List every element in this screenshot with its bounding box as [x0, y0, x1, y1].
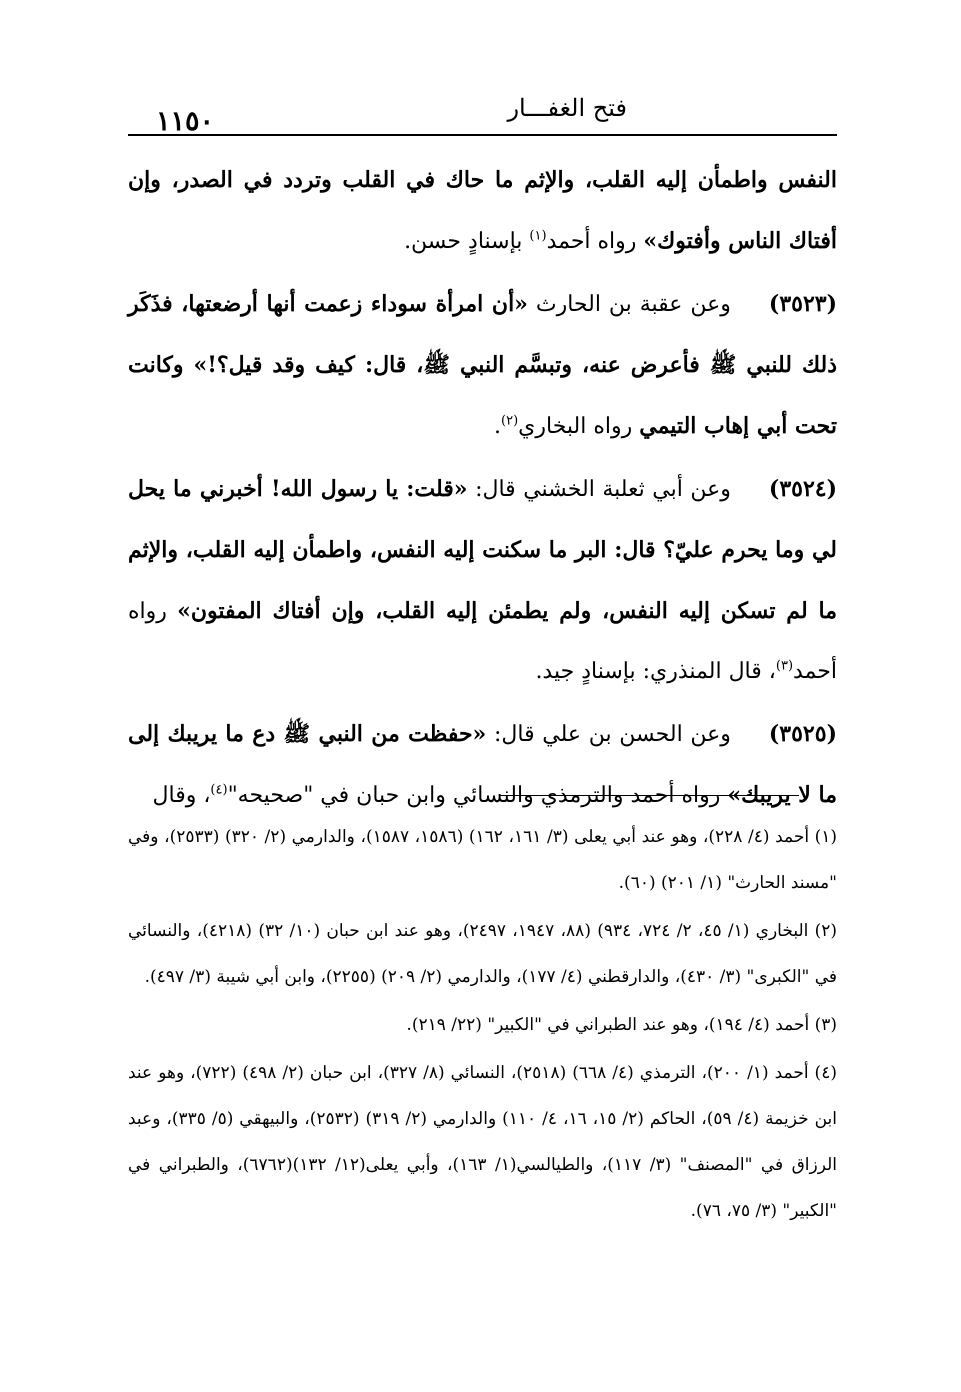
narrator-intro: وعن أبي ثعلبة الخشني قال: [467, 477, 731, 502]
hadith-number: (٣٥٢٣) [768, 291, 837, 317]
quote-text: «أن امرأة سوداء زعمت أنها أرضعتها، فذَكَر ذلك للنبي ﷺ فأعرض عنه، وتبسَّم النبي ﷺ، قال: كيف وقد قيل؟!» وكانت تحت أبي إهاب التيمي [128, 291, 837, 439]
hadith-3525 [128, 704, 837, 826]
footnote-2: (٢) البخاري (١/ ٤٥، ٢/ ٧٢٤، ٩٣٤) (٨٨، ١٩٤٧، ٢٤٩٧)، وهو عند ابن حبان (١٠/ ٣٢) (٤٢١٨)، والنسائي في "الكبرى" (٣/ ٤٣٠)، والدارقطني (٤/ ١٧٧)، والدارمي (٢/ ٢٠٩) (٢٢٥٥)، وابن أبي شيبة (٣/ ٤٩٧). [128, 921, 838, 987]
end-text: ، وقال [152, 783, 211, 808]
page-number: ١١٥٠ [156, 106, 215, 137]
footnote-1: (١) أحمد (٤/ ٢٢٨)، وهو عند أبي يعلى (٣/ ١٦١، ١٦٢) (١٥٨٦، ١٥٨٧)، والدارمي (٢/ ٣٢٠) (٢٥٣٣)، وفي "مسند الحارث" (١/ ٢٠١) (٦٠). [128, 827, 838, 893]
grading-text: بإسنادٍ حسن. [404, 229, 530, 254]
footnote-ref[interactable]: (٤) [210, 782, 228, 798]
hadith-3524 [128, 459, 837, 702]
end-text: ، قال المنذري: بإسنادٍ جيد. [535, 659, 776, 684]
quote-text: «حفظت من النبي ﷺ دع ما يريبك إلى ما لا يريبك» [128, 721, 837, 808]
end-text: . [494, 414, 502, 439]
footnote-ref[interactable]: (١) [529, 228, 547, 244]
footnote-ref[interactable]: (٢) [501, 413, 519, 429]
source-text: رواه أحمد [546, 229, 644, 254]
hadith-number: (٣٥٢٥) [768, 721, 837, 747]
source-text: رواه أحمد والترمذي والنسائي وابن حبان في "صحيحه" [227, 783, 728, 808]
page-header [128, 92, 837, 136]
header-rule [128, 134, 837, 136]
footnote-4: (٤) أحمد (١/ ٢٠٠)، الترمذي (٤/ ٦٦٨) (٢٥١٨)، النسائي (٨/ ٣٢٧)، ابن حبان (٢/ ٤٩٨) (٧٢٢)، وهو عند ابن خزيمة (٤/ ٥٩)، الحاكم (٢/ ١٥، ١٦، ٤/ ١١٠) والدارمي (٢/ ٣١٩) (٢٥٣٢)، والبيهقي (٥/ ٣٣٥)، وعبد الرزاق في "المصنف" (٣/ ١١٧)، والطيالسي(١/ ١٦٣)، وأبي يعلى(١٢/ ١٣٢)(٦٧٦٢)، والطبراني في "الكبير" (٣/ ٧٥، ٧٦). [128, 1063, 837, 1221]
hadith-number: (٣٥٢٤) [768, 476, 837, 502]
paragraph-continuation [128, 150, 837, 272]
running-title: فتح الغفـــار [507, 94, 627, 122]
footnote-ref[interactable]: (٣) [775, 658, 794, 674]
footnote-separator [499, 795, 799, 796]
source-text: رواه أحمد [128, 599, 837, 684]
hadith-3523 [128, 274, 837, 457]
footnotes [128, 814, 837, 1234]
quote-text: «قلت: يا رسول الله! أخبرني ما يحل لي وما يحرم عليّ؟ قال: البر ما سكنت إليه النفس، واطمأن إليه القلب، والإثم ما لم تسكن إليه النفس، ولم يطمئن إليه القلب، وإن أفتاك المفتون» [128, 476, 838, 624]
main-text [128, 150, 837, 826]
footnote-3: (٣) أحمد (٤/ ١٩٤)، وهو عند الطبراني في "الكبير" (٢٢/ ٢١٩). [406, 1015, 837, 1035]
quote-text: النفس واطمأن إليه القلب، والإثم ما حاك في القلب وتردد في الصدر، وإن أفتاك الناس وأفتوك» [128, 167, 837, 254]
narrator-intro: وعن الحسن بن علي قال: [486, 722, 731, 747]
narrator-intro: وعن عقبة بن الحارث [527, 292, 731, 317]
source-text: رواه البخاري [518, 414, 640, 439]
